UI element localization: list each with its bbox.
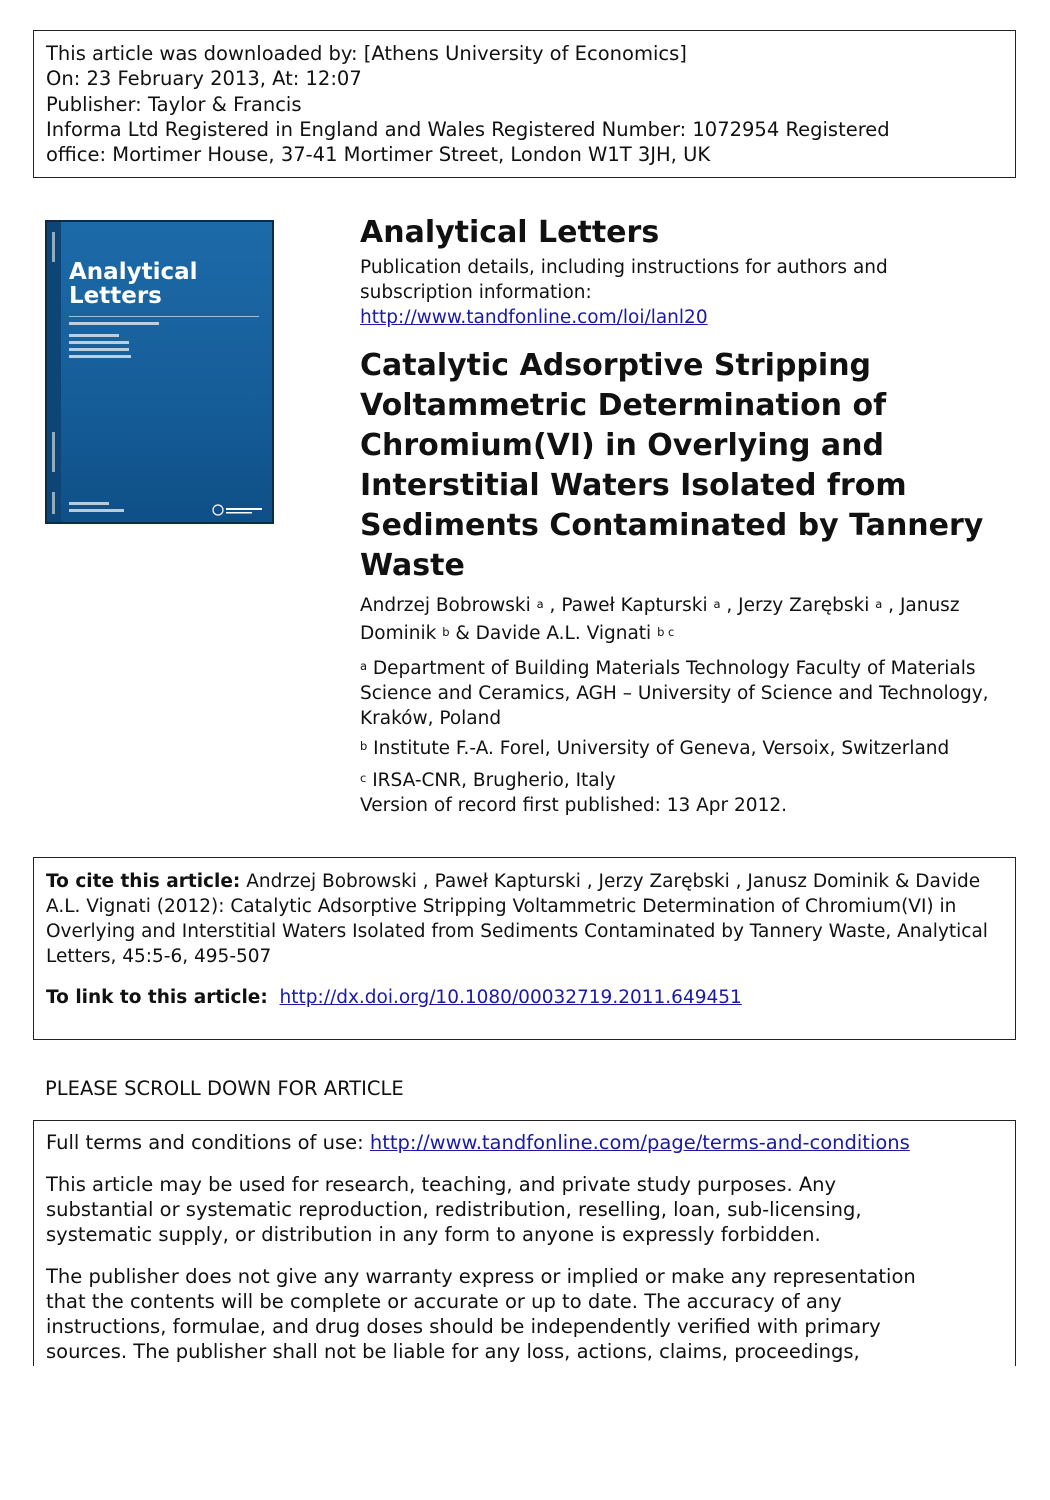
author-separator: , Janusz (882, 595, 960, 616)
publication-version: Version of record first published: 13 Apr 2012. (360, 795, 787, 816)
affiliation-mark: b (360, 738, 368, 753)
cover-title-line: Analytical (69, 259, 198, 285)
publication-details (360, 255, 1000, 330)
author-line (360, 592, 1020, 620)
author-name: Jerzy Zarębski (738, 595, 876, 616)
affiliation-mark: c (360, 770, 367, 785)
terms-text-line: substantial or systematic reproduction, redistribution, reselling, loan, sub-licensing, (46, 1198, 862, 1221)
terms-text-line: that the contents will be complete or accurate or up to date. The accuracy of any (46, 1290, 842, 1313)
terms-label: Full terms and conditions of use: (46, 1131, 370, 1154)
cover-fine-print (69, 334, 119, 337)
author-separator: & (449, 623, 476, 644)
affiliation-line (360, 656, 1020, 681)
affiliation-text: IRSA-CNR, Brugherio, Italy (366, 770, 616, 791)
affiliation-b (360, 736, 1020, 761)
affiliation-line (360, 768, 1020, 793)
terms-text-line: instructions, formulae, and drug doses should be independently verified with primary (46, 1315, 881, 1338)
article-title-line: Chromium(VI) in Overlying and (360, 428, 884, 463)
cover-fine-print (69, 509, 124, 512)
cover-title-line: Letters (69, 283, 162, 309)
cover-spine-text (52, 432, 55, 472)
author-affiliation-mark: a (713, 596, 721, 611)
download-notice-line: On: 23 February 2013, At: 12:07 (46, 67, 362, 91)
author-separator: , (720, 595, 739, 616)
cover-divider (69, 316, 259, 317)
affiliation-text: Department of Building Materials Technology Faculty of Materials (367, 658, 976, 679)
cover-spine-text (52, 492, 55, 514)
citation-line: Overlying and Interstitial Waters Isolated from Sediments Contaminated by Tannery Waste, Analytical (46, 921, 988, 942)
cover-title (69, 260, 198, 308)
citation-line (46, 869, 1003, 894)
cite-label: To cite this article: (46, 871, 241, 892)
article-title-line: Catalytic Adsorptive Stripping (360, 348, 872, 383)
terms-text-line: sources. The publisher shall not be liable for any loss, actions, claims, proceedings, (46, 1340, 860, 1363)
affiliation-line: Science and Ceramics, AGH – University of Science and Technology, (360, 683, 989, 704)
cover-fine-print (69, 322, 159, 325)
terms-link[interactable]: http://www.tandfonline.com/page/terms-and-conditions (369, 1131, 910, 1154)
publication-details-text: Publication details, including instructions for authors and (360, 257, 888, 278)
journal-title: Analytical Letters (360, 215, 660, 250)
cover-spine-text (52, 232, 55, 262)
journal-cover-image (45, 220, 274, 524)
author-name: Paweł Kapturski (561, 595, 714, 616)
terms-line (46, 1130, 1003, 1155)
download-notice-line: office: Mortimer House, 37-41 Mortimer Street, London W1T 3JH, UK (46, 143, 711, 167)
author-affiliation-mark: a (536, 596, 544, 611)
affiliation-line (360, 736, 1020, 761)
download-notice-line: Informa Ltd Registered in England and Wales Registered Number: 1072954 Registered (46, 117, 890, 141)
doi-link[interactable]: http://dx.doi.org/10.1080/00032719.2011.649451 (279, 987, 742, 1008)
publisher-logo-icon (212, 504, 264, 516)
article-title (360, 346, 1000, 586)
journal-url-link[interactable]: http://www.tandfonline.com/loi/lanl20 (360, 307, 708, 328)
terms-paragraph (46, 1172, 1003, 1247)
affiliation-mark: a (360, 658, 368, 673)
download-notice (33, 30, 1016, 178)
terms-text-line: systematic supply, or distribution in any form to anyone is expressly forbidden. (46, 1223, 821, 1246)
cover-spine (47, 222, 61, 522)
author-separator: , (543, 595, 562, 616)
author-line (360, 620, 1020, 648)
citation-text: Andrzej Bobrowski , Paweł Kapturski , Jerzy Zarębski , Janusz Dominik & Davide (240, 871, 981, 892)
author-name: Andrzej Bobrowski (360, 595, 537, 616)
author-affiliation-mark: a (875, 596, 883, 611)
cover-fine-print (69, 348, 129, 351)
author-name: Dominik (360, 623, 443, 644)
affiliation-c (360, 768, 1020, 818)
author-affiliation-mark: b (442, 624, 450, 639)
link-label: To link to this article: (46, 987, 268, 1008)
citation-box (33, 857, 1016, 1040)
download-notice-line: Publisher: Taylor & Francis (46, 92, 302, 116)
affiliation-line: Kraków, Poland (360, 708, 502, 729)
terms-box (33, 1120, 1016, 1366)
citation-line: Letters, 45:5-6, 495-507 (46, 946, 272, 967)
cover-fine-print (69, 355, 131, 358)
article-title-line: Voltammetric Determination of (360, 388, 887, 423)
download-notice-line: This article was downloaded by: [Athens University of Economics] (46, 42, 687, 65)
affiliation-text: Institute F.-A. Forel, University of Geneva, Versoix, Switzerland (367, 738, 950, 759)
scroll-down-note: PLEASE SCROLL DOWN FOR ARTICLE (45, 1077, 404, 1100)
publication-details-text: subscription information: (360, 282, 592, 303)
terms-text-line: The publisher does not give any warranty express or implied or make any representation (46, 1265, 916, 1288)
author-name: Davide A.L. Vignati (475, 623, 658, 644)
terms-text-line: This article may be used for research, teaching, and private study purposes. Any (46, 1173, 837, 1196)
citation-line: A.L. Vignati (2012): Catalytic Adsorptive Stripping Voltammetric Determination of Chromium(VI) in (46, 896, 957, 917)
cover-fine-print (69, 341, 129, 344)
cover-fine-print (69, 502, 109, 505)
author-list (360, 592, 1020, 648)
article-title-line: Interstitial Waters Isolated from (360, 468, 907, 503)
affiliation-a (360, 656, 1020, 731)
terms-paragraph (46, 1264, 1003, 1364)
article-title-line: Sediments Contaminated by Tannery (360, 508, 984, 543)
author-affiliation-mark: b c (657, 624, 675, 639)
article-link-line (46, 985, 1003, 1010)
article-title-line: Waste (360, 548, 465, 583)
